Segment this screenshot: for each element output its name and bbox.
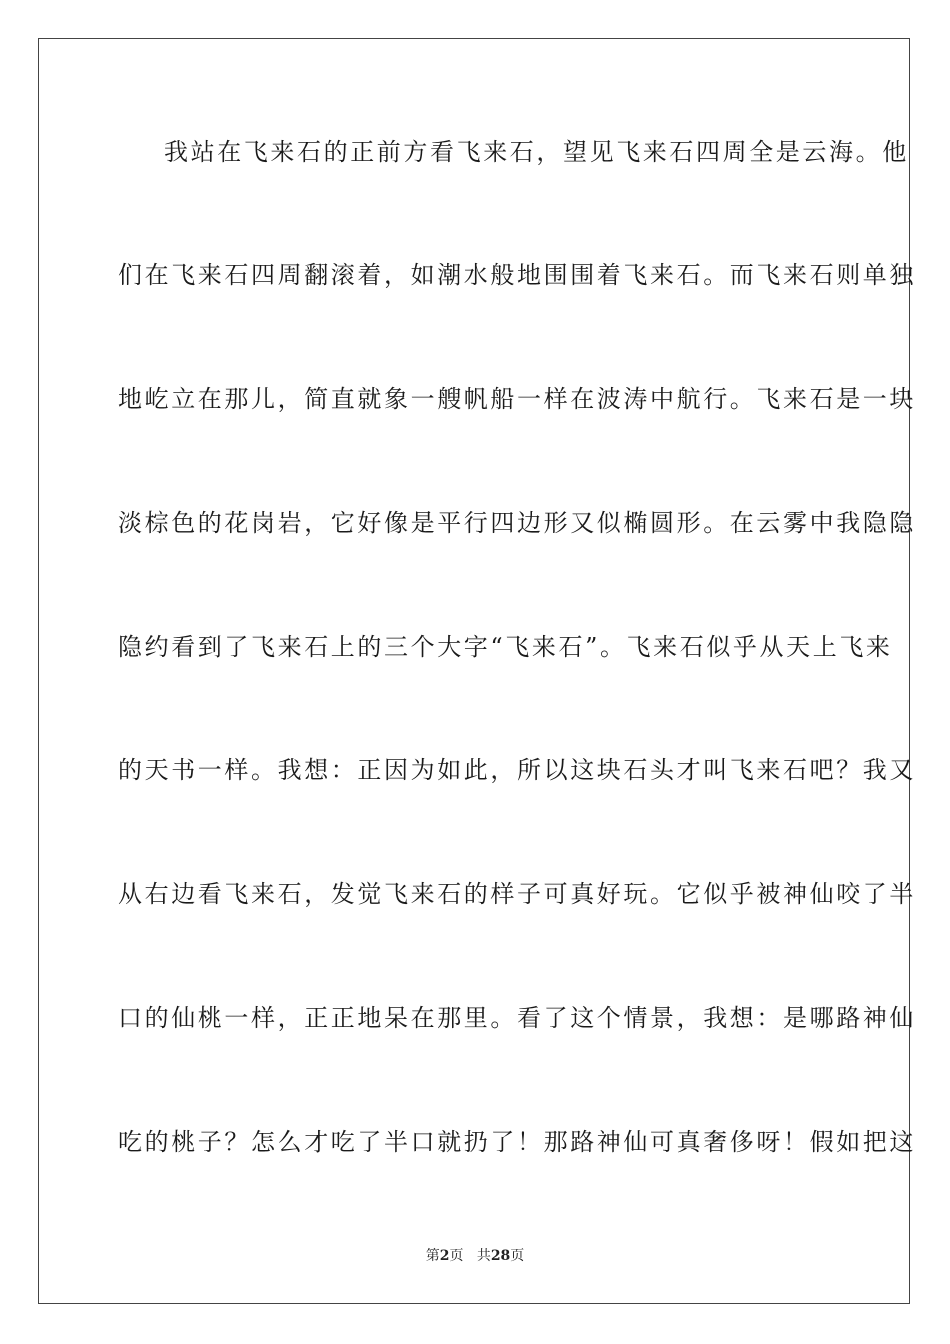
text-line-3: 地屹立在那儿，简直就象一艘帆船一样在波涛中航行。飞来石是一块: [118, 385, 916, 413]
page-suffix: 页: [449, 1248, 464, 1264]
page-prefix: 第: [425, 1248, 440, 1264]
text-line-5: 隐约看到了飞来石上的三个大字“飞来石”。飞来石似乎从天上飞来: [118, 633, 893, 661]
total-prefix: 共: [476, 1248, 491, 1264]
text-line-1: 我站在飞来石的正前方看飞来石，望见飞来石四周全是云海。他: [164, 138, 909, 166]
page-footer: [0, 1246, 950, 1266]
text-line-4: 淡棕色的花岗岩，它好像是平行四边形又似椭圆形。在云雾中我隐隐: [118, 509, 916, 537]
total-pages: 28: [490, 1248, 511, 1264]
text-line-6: 的天书一样。我想：正因为如此，所以这块石头才叫飞来石吧？我又: [118, 756, 916, 784]
text-line-8: 口的仙桃一样，正正地呆在那里。看了这个情景，我想：是哪路神仙: [118, 1004, 916, 1032]
page-border: [38, 38, 916, 1304]
total-suffix: 页: [510, 1248, 525, 1264]
page-number: 2: [439, 1248, 450, 1264]
text-line-9: 吃的桃子？怎么才吃了半口就扔了！那路神仙可真奢侈呀！假如把这: [118, 1128, 916, 1156]
text-line-2: 们在飞来石四周翻滚着，如潮水般地围围着飞来石。而飞来石则单独: [118, 261, 916, 289]
text-line-7: 从右边看飞来石，发觉飞来石的样子可真好玩。它似乎被神仙咬了半: [118, 880, 916, 908]
